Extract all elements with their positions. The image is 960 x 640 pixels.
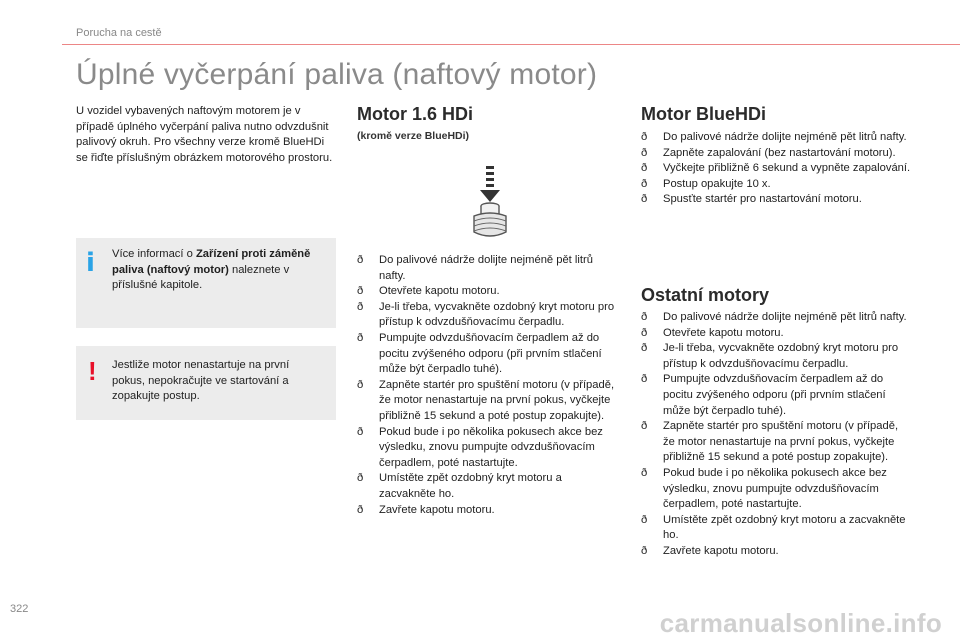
heading-motor-hdi: Motor 1.6 HDi	[357, 104, 474, 124]
step-item: ð Otevřete kapotu motoru.	[641, 326, 911, 342]
step-item: ð Umístěte zpět ozdobný kryt motoru a zacvakněte ho.	[641, 513, 911, 544]
hand-pump-icon	[468, 164, 512, 244]
step-item: ð Zapněte startér pro spuštění motoru (v případě, že motor nenastartuje na první pokus, vyčkejte přibližně 15 sekund a poté postup zopakujte).	[357, 378, 617, 425]
step-item: ð Pumpujte odvzdušňovacím čerpadlem až do pocitu zvýšeného odporu (při prvním stlačení může být čerpadlo tuhé).	[641, 372, 911, 419]
info-box	[76, 238, 336, 328]
step-item: ð Zavřete kapotu motoru.	[357, 503, 617, 519]
motor-hdi-note: (kromě verze BlueHDi)	[357, 130, 470, 142]
step-item: ð Je-li třeba, vycvakněte ozdobný kryt motoru pro přístup k odvzdušňovacímu čerpadlu.	[357, 300, 617, 331]
step-item: ð Pumpujte odvzdušňovacím čerpadlem až do pocitu zvýšeného odporu (při prvním stlačení může být čerpadlo tuhé).	[357, 331, 617, 378]
step-item: ð Vyčkejte přibližně 6 sekund a vypněte zapalování.	[641, 161, 911, 177]
step-item: ð Postup opakujte 10 x.	[641, 177, 911, 193]
header-divider	[62, 44, 960, 45]
heading-motor-bluehdi: Motor BlueHDi	[641, 104, 766, 124]
info-icon: i	[86, 248, 95, 278]
warning-box	[76, 346, 336, 420]
intro-paragraph: U vozidel vybavených naftovým motorem je v případě úplného vyčerpání paliva nutno odvzdušnit palivový okruh. Pro všechny verze kromě BlueHDi se řiďte příslušným obrázkem motorového prostoru.	[76, 105, 333, 164]
info-box-link-topic: Zařízení proti záměně paliva (naftový motor)	[112, 248, 311, 276]
page-title: Úplné vyčerpání paliva (naftový motor)	[76, 58, 598, 91]
motor-hdi-steps	[357, 253, 617, 518]
page-number: 322	[10, 603, 29, 615]
warning-box-text: Jestliže motor nenastartuje na první pokus, nepokračujte ve startování a zopakujte postup.	[112, 359, 290, 403]
info-box-text: Více informací o Zařízení proti záměně paliva (naftový motor) naleznete v příslušné kapitole.	[112, 248, 311, 292]
step-item: ð Do palivové nádrže dolijte nejméně pět litrů nafty.	[357, 253, 617, 284]
step-item: ð Umístěte zpět ozdobný kryt motoru a zacvakněte ho.	[357, 471, 617, 502]
warning-icon: !	[88, 356, 97, 386]
step-item: ð Spusťte startér pro nastartování motoru.	[641, 192, 911, 208]
other-motors-steps	[641, 310, 911, 560]
step-item: ð Do palivové nádrže dolijte nejméně pět litrů nafty.	[641, 130, 911, 146]
step-item: ð Je-li třeba, vycvakněte ozdobný kryt motoru pro přístup k odvzdušňovacímu čerpadlu.	[641, 341, 911, 372]
step-item: ð Pokud bude i po několika pokusech akce bez výsledku, znovu pumpujte odvzdušňovacím čerpadlem, poté nastartujte.	[641, 466, 911, 513]
step-item: ð Zapněte zapalování (bez nastartování motoru).	[641, 146, 911, 162]
step-item: ð Otevřete kapotu motoru.	[357, 284, 617, 300]
heading-other-motors: Ostatní motory	[641, 285, 770, 305]
motor-bluehdi-steps	[641, 130, 911, 208]
step-item: ð Do palivové nádrže dolijte nejméně pět litrů nafty.	[641, 310, 911, 326]
step-item: ð Zapněte startér pro spuštění motoru (v případě, že motor nenastartuje na první pokus, vyčkejte přibližně 15 sekund a poté postup zopakujte).	[641, 419, 911, 466]
step-item: ð Pokud bude i po několika pokusech akce bez výsledku, znovu pumpujte odvzdušňovacím čerpadlem, poté nastartujte.	[357, 425, 617, 472]
watermark: carmanualsonline.info	[659, 608, 942, 638]
running-header: Porucha na cestě	[76, 27, 162, 39]
step-item: ð Zavřete kapotu motoru.	[641, 544, 911, 560]
